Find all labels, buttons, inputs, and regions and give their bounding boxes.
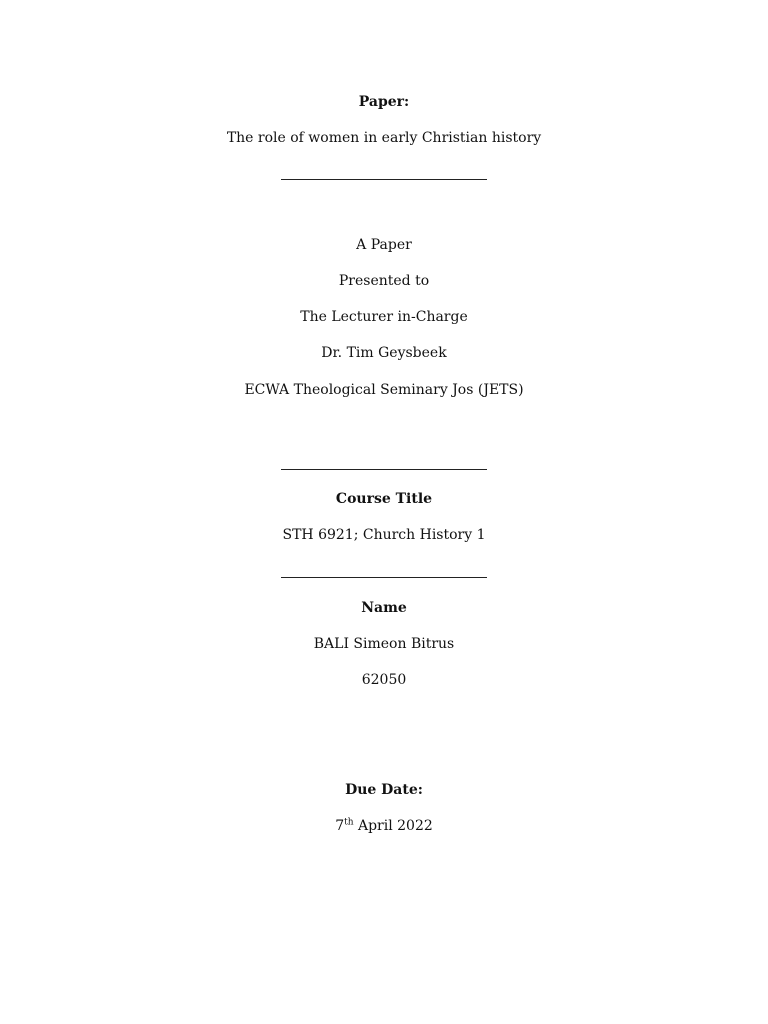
presentation-line-a-paper: A Paper xyxy=(356,237,412,253)
presentation-line-presented-to: Presented to xyxy=(338,273,430,289)
divider-rule xyxy=(281,577,487,578)
due-date-label: Due Date: xyxy=(345,782,423,798)
due-date-month-year: April 2022 xyxy=(357,818,433,834)
course-title-value: STH 6921; Church History 1 xyxy=(282,527,486,543)
student-name: BALI Simeon Bitrus xyxy=(313,636,455,652)
course-title-label: Course Title xyxy=(335,491,433,507)
lecturer-name: Dr. Tim Geysbeek xyxy=(321,345,447,361)
institution-name: ECWA Theological Seminary Jos (JETS) xyxy=(244,382,524,398)
divider-rule xyxy=(281,469,487,470)
due-date-day-suffix: th xyxy=(344,817,354,828)
due-date-value xyxy=(0,817,768,835)
due-date-day: 7 xyxy=(335,818,345,834)
paper-label: Paper: xyxy=(358,94,410,110)
divider-rule xyxy=(281,179,487,180)
paper-title: The role of women in early Christian history xyxy=(226,130,542,146)
name-label: Name xyxy=(361,600,407,616)
presentation-line-lecturer: The Lecturer in-Charge xyxy=(300,309,468,325)
student-id: 62050 xyxy=(361,672,407,688)
